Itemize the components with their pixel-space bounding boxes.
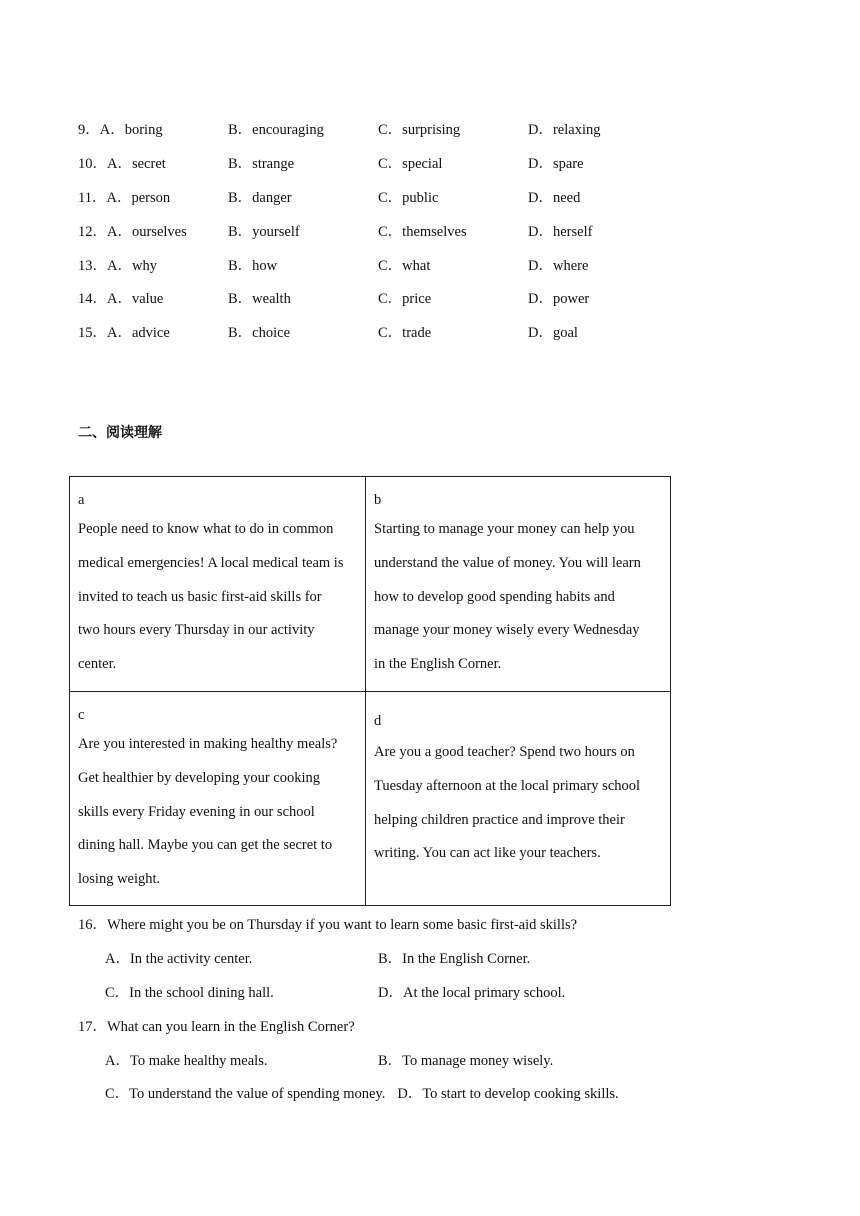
passage-line: in the English Corner. <box>374 656 502 673</box>
option-b: B．choice <box>228 325 291 342</box>
cloze-row-13 <box>78 247 718 281</box>
passage-table <box>69 476 671 906</box>
passage-label: b <box>374 492 382 508</box>
passage-line: skills every Friday evening in our school <box>78 803 315 820</box>
question-16-stem: 16．Where might you be on Thursday if you want to learn some basic first-aid skills? <box>78 917 578 934</box>
passage-line: two hours every Thursday in our activity <box>78 622 315 639</box>
passage-line: Are you interested in making healthy meals? <box>78 736 338 752</box>
option-a: 9．A．boring <box>78 118 228 139</box>
option-d: D．To start to develop cooking skills. <box>397 1086 619 1103</box>
cloze-row-12 <box>78 213 718 247</box>
passage-line: dining hall. Maybe you can get the secret to <box>78 837 333 854</box>
passage-line: writing. You can act like your teachers. <box>374 845 601 862</box>
passage-line: losing weight. <box>78 871 161 888</box>
question-17-stem: 17．What can you learn in the English Corner? <box>78 1018 355 1035</box>
option-b: B．strange <box>228 156 295 173</box>
option-b: B．how <box>228 257 278 274</box>
option-a: 10．A．secret <box>78 152 228 173</box>
question-number: 9． <box>78 122 100 139</box>
option-b: B．yourself <box>228 223 300 240</box>
option-c: C．what <box>378 257 431 274</box>
option-d: D．spare <box>528 156 584 173</box>
option-d: D．herself <box>528 223 593 240</box>
passage-line: center. <box>78 656 117 673</box>
option-c: C．surprising <box>378 122 461 139</box>
option-c: C．price <box>378 291 432 308</box>
question-list <box>78 907 778 1110</box>
option-a: 11．A．person <box>78 186 228 207</box>
option-c: C．In the school dining hall. <box>105 984 274 1001</box>
passage-c <box>70 691 365 905</box>
option-d: D．power <box>528 291 590 308</box>
passage-line: invited to teach us basic first-aid skills for <box>78 588 322 605</box>
passage-line: People need to know what to do in common <box>78 521 334 537</box>
cloze-row-9 <box>78 112 718 146</box>
option-a: 12．A．ourselves <box>78 220 228 241</box>
option-b: B．danger <box>228 189 292 206</box>
question-17-options-row-2 <box>78 1076 778 1110</box>
cloze-option-list <box>78 112 718 349</box>
passage-line: Get healthier by developing your cooking <box>78 769 321 786</box>
passage-d <box>365 691 671 905</box>
passage-label: d <box>374 713 382 729</box>
passage-line: Starting to manage your money can help you <box>374 521 635 537</box>
question-number: 11． <box>78 189 107 206</box>
passage-a <box>70 477 365 691</box>
question-number: 12． <box>78 223 107 240</box>
passage-b <box>365 477 671 691</box>
question-17-options-row-1 <box>78 1042 778 1076</box>
question-16-options-row-2 <box>78 975 778 1009</box>
cloze-row-14 <box>78 281 718 315</box>
passage-line: understand the value of money. You will learn <box>374 554 641 571</box>
option-b: B．encouraging <box>228 122 324 139</box>
question-number: 10． <box>78 156 107 173</box>
option-d: D．where <box>528 257 589 274</box>
passage-line: Are you a good teacher? Spend two hours on <box>374 744 635 760</box>
passage-line: how to develop good spending habits and <box>374 588 615 605</box>
passage-label: a <box>78 492 85 508</box>
option-c: C．To understand the value of spending money. <box>105 1086 386 1103</box>
option-c: C．special <box>378 156 443 173</box>
passage-label: c <box>78 707 85 723</box>
option-d: D．goal <box>528 325 578 342</box>
passage-line: Tuesday afternoon at the local primary school <box>374 777 641 794</box>
option-d: D．need <box>528 189 581 206</box>
question-number: 13． <box>78 257 107 274</box>
cloze-row-15 <box>78 315 718 349</box>
option-c: C．public <box>378 189 439 206</box>
option-a: 15．A．advice <box>78 321 228 342</box>
option-b: B．To manage money wisely. <box>378 1052 554 1069</box>
section-title: 二、阅读理解 <box>78 425 162 441</box>
question-16-options-row-1 <box>78 941 778 975</box>
option-d: D．At the local primary school. <box>378 984 566 1001</box>
option-d: D．relaxing <box>528 122 601 139</box>
option-b: B．wealth <box>228 291 291 308</box>
option-b: B．In the English Corner. <box>378 951 531 968</box>
question-number: 15． <box>78 325 107 342</box>
option-c: C．trade <box>378 325 432 342</box>
cloze-row-11 <box>78 180 718 214</box>
passage-line: manage your money wisely every Wednesday <box>374 622 640 639</box>
option-a: A．In the activity center. <box>105 951 253 968</box>
passage-line: medical emergencies! A local medical team is <box>78 554 344 571</box>
question-number: 14． <box>78 291 107 308</box>
option-c: C．themselves <box>378 223 467 240</box>
option-a: 14．A．value <box>78 287 228 308</box>
passage-line: helping children practice and improve their <box>374 811 625 828</box>
option-a: A．To make healthy meals. <box>105 1052 268 1069</box>
option-a: 13．A．why <box>78 254 228 275</box>
cloze-row-10 <box>78 146 718 180</box>
